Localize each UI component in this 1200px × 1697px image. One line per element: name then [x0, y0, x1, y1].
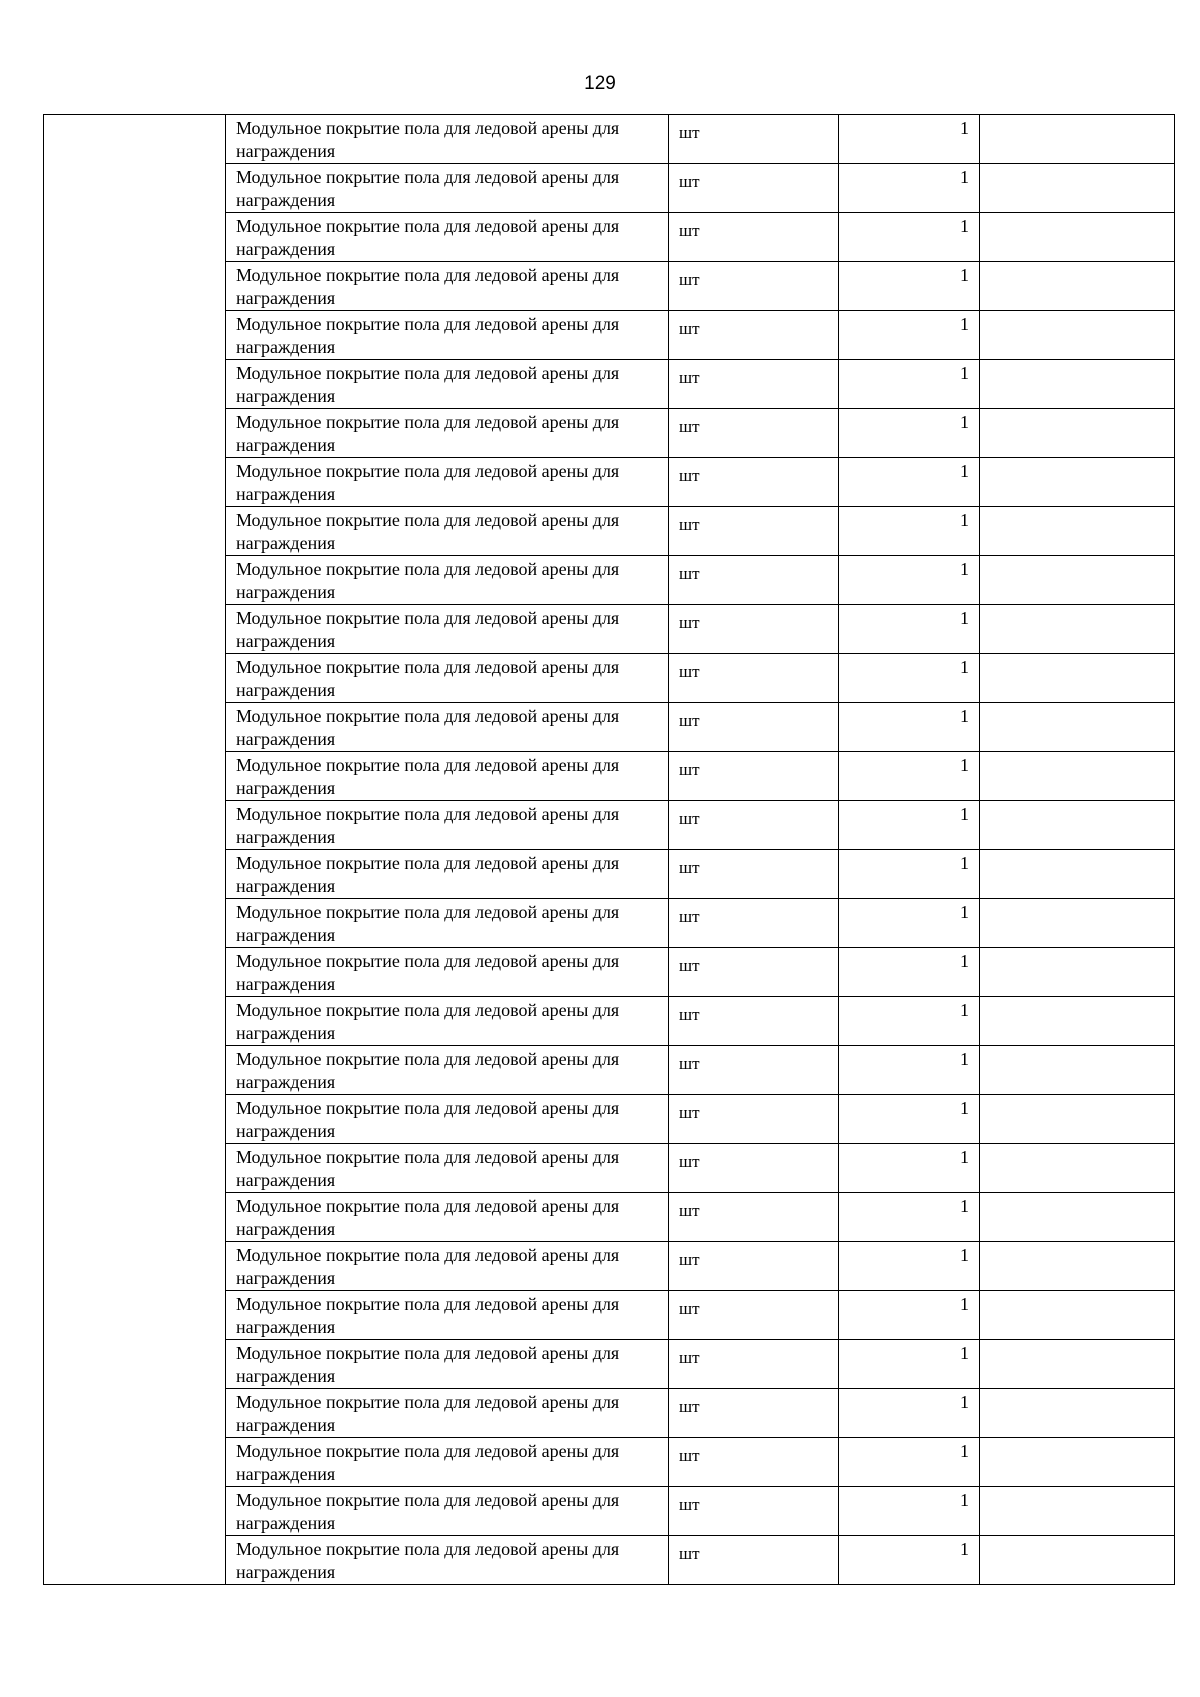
quantity-cell	[839, 801, 980, 850]
unit: шт	[679, 1446, 700, 1465]
quantity-cell	[839, 1193, 980, 1242]
group-cell	[44, 115, 226, 1585]
unit-cell	[669, 1389, 839, 1438]
note-cell	[980, 654, 1175, 703]
quantity: 1	[960, 853, 969, 873]
quantity-cell	[839, 948, 980, 997]
quantity: 1	[960, 412, 969, 432]
note-cell	[980, 1536, 1175, 1585]
unit-cell	[669, 262, 839, 311]
item-name: Модульное покрытие пола для ледовой арены для награждения	[236, 314, 620, 357]
note-cell	[980, 1340, 1175, 1389]
quantity-cell	[839, 850, 980, 899]
quantity-cell	[839, 1242, 980, 1291]
unit: шт	[679, 809, 700, 828]
note-cell	[980, 311, 1175, 360]
unit: шт	[679, 1005, 700, 1024]
item-name-cell	[226, 654, 669, 703]
note-cell	[980, 850, 1175, 899]
note	[980, 1438, 1174, 1440]
note-cell	[980, 1487, 1175, 1536]
quantity-cell	[839, 556, 980, 605]
quantity-cell	[839, 115, 980, 164]
unit-cell	[669, 115, 839, 164]
unit-cell	[669, 360, 839, 409]
unit-cell	[669, 311, 839, 360]
note	[980, 1095, 1174, 1097]
note-cell	[980, 556, 1175, 605]
unit: шт	[679, 172, 700, 191]
note	[980, 115, 1174, 117]
unit: шт	[679, 907, 700, 926]
item-name: Модульное покрытие пола для ледовой арены для награждения	[236, 1147, 620, 1190]
quantity-cell	[839, 1095, 980, 1144]
quantity: 1	[960, 1441, 969, 1461]
note	[980, 801, 1174, 803]
unit: шт	[679, 564, 700, 583]
unit: шт	[679, 466, 700, 485]
item-name-cell	[226, 1095, 669, 1144]
quantity-cell	[839, 1487, 980, 1536]
quantity: 1	[960, 1294, 969, 1314]
unit: шт	[679, 613, 700, 632]
note	[980, 1487, 1174, 1489]
item-name: Модульное покрытие пола для ледовой арены для награждения	[236, 216, 620, 259]
unit: шт	[679, 1054, 700, 1073]
item-name-cell	[226, 458, 669, 507]
note	[980, 1536, 1174, 1538]
unit-cell	[669, 605, 839, 654]
note-cell	[980, 1291, 1175, 1340]
note	[980, 1193, 1174, 1195]
item-name: Модульное покрытие пола для ледовой арены для награждения	[236, 1000, 620, 1043]
quantity: 1	[960, 1245, 969, 1265]
note-cell	[980, 164, 1175, 213]
item-name: Модульное покрытие пола для ледовой арены для награждения	[236, 951, 620, 994]
note-cell	[980, 360, 1175, 409]
item-name: Модульное покрытие пола для ледовой арены для награждения	[236, 167, 620, 210]
item-name: Модульное покрытие пола для ледовой арены для награждения	[236, 1343, 620, 1386]
item-name: Модульное покрытие пола для ледовой арены для награждения	[236, 804, 620, 847]
unit-cell	[669, 752, 839, 801]
unit-cell	[669, 1095, 839, 1144]
item-name-cell	[226, 262, 669, 311]
quantity: 1	[960, 167, 969, 187]
note-cell	[980, 409, 1175, 458]
quantity-cell	[839, 1536, 980, 1585]
unit: шт	[679, 1152, 700, 1171]
note-cell	[980, 997, 1175, 1046]
quantity: 1	[960, 1196, 969, 1216]
item-name: Модульное покрытие пола для ледовой арены для награждения	[236, 265, 620, 308]
note	[980, 703, 1174, 705]
unit-cell	[669, 654, 839, 703]
unit: шт	[679, 1103, 700, 1122]
note-cell	[980, 1389, 1175, 1438]
unit: шт	[679, 319, 700, 338]
unit-cell	[669, 1291, 839, 1340]
unit: шт	[679, 221, 700, 240]
note-cell	[980, 605, 1175, 654]
item-name: Модульное покрытие пола для ледовой арены для награждения	[236, 1098, 620, 1141]
item-name-cell	[226, 1389, 669, 1438]
unit-cell	[669, 556, 839, 605]
note	[980, 1340, 1174, 1342]
quantity-cell	[839, 262, 980, 311]
note	[980, 458, 1174, 460]
note-cell	[980, 752, 1175, 801]
item-name: Модульное покрытие пола для ледовой арены для награждения	[236, 1490, 620, 1533]
quantity-cell	[839, 654, 980, 703]
item-name: Модульное покрытие пола для ледовой арены для награждения	[236, 559, 620, 602]
unit-cell	[669, 703, 839, 752]
quantity-cell	[839, 360, 980, 409]
note	[980, 409, 1174, 411]
item-name-cell	[226, 899, 669, 948]
note-cell	[980, 703, 1175, 752]
page-number: 129	[584, 73, 616, 94]
item-name: Модульное покрытие пола для ледовой арены для награждения	[236, 1539, 620, 1582]
note-cell	[980, 801, 1175, 850]
quantity: 1	[960, 1000, 969, 1020]
quantity-cell	[839, 507, 980, 556]
item-name-cell	[226, 507, 669, 556]
unit: шт	[679, 368, 700, 387]
unit: шт	[679, 662, 700, 681]
quantity: 1	[960, 510, 969, 530]
quantity: 1	[960, 657, 969, 677]
quantity: 1	[960, 1049, 969, 1069]
item-name-cell	[226, 409, 669, 458]
unit-cell	[669, 1438, 839, 1487]
unit: шт	[679, 1397, 700, 1416]
quantity: 1	[960, 559, 969, 579]
unit-cell	[669, 801, 839, 850]
note	[980, 899, 1174, 901]
unit-cell	[669, 948, 839, 997]
note-cell	[980, 1438, 1175, 1487]
quantity: 1	[960, 314, 969, 334]
item-name-cell	[226, 1438, 669, 1487]
item-name-cell	[226, 1536, 669, 1585]
note	[980, 1242, 1174, 1244]
note-cell	[980, 1095, 1175, 1144]
unit: шт	[679, 711, 700, 730]
note-cell	[980, 1193, 1175, 1242]
item-name: Модульное покрытие пола для ледовой арены для награждения	[236, 363, 620, 406]
item-name-cell	[226, 556, 669, 605]
item-name-cell	[226, 752, 669, 801]
unit-cell	[669, 1242, 839, 1291]
unit-cell	[669, 507, 839, 556]
note	[980, 654, 1174, 656]
quantity: 1	[960, 951, 969, 971]
item-name-cell	[226, 1487, 669, 1536]
item-name: Модульное покрытие пола для ледовой арены для награждения	[236, 608, 620, 651]
unit-cell	[669, 1340, 839, 1389]
quantity: 1	[960, 1098, 969, 1118]
note-cell	[980, 899, 1175, 948]
note-cell	[980, 1144, 1175, 1193]
item-name: Модульное покрытие пола для ледовой арены для награждения	[236, 412, 620, 455]
quantity: 1	[960, 755, 969, 775]
item-name: Модульное покрытие пола для ледовой арены для награждения	[236, 510, 620, 553]
note	[980, 1046, 1174, 1048]
note	[980, 1291, 1174, 1293]
note	[980, 213, 1174, 215]
item-name-cell	[226, 801, 669, 850]
unit-cell	[669, 1536, 839, 1585]
quantity-cell	[839, 1438, 980, 1487]
note-cell	[980, 262, 1175, 311]
note-cell	[980, 948, 1175, 997]
item-name-cell	[226, 360, 669, 409]
quantity: 1	[960, 1343, 969, 1363]
unit-cell	[669, 1144, 839, 1193]
item-name-cell	[226, 115, 669, 164]
note-cell	[980, 507, 1175, 556]
note	[980, 311, 1174, 313]
quantity-cell	[839, 1144, 980, 1193]
item-name: Модульное покрытие пола для ледовой арены для награждения	[236, 657, 620, 700]
note-cell	[980, 213, 1175, 262]
item-name: Модульное покрытие пола для ледовой арены для награждения	[236, 461, 620, 504]
item-name-cell	[226, 311, 669, 360]
unit: шт	[679, 123, 700, 142]
item-name: Модульное покрытие пола для ледовой арены для награждения	[236, 1245, 620, 1288]
quantity: 1	[960, 1490, 969, 1510]
unit-cell	[669, 1046, 839, 1095]
item-name: Модульное покрытие пола для ледовой арены для награждения	[236, 1196, 620, 1239]
item-name: Модульное покрытие пола для ледовой арены для награждения	[236, 902, 620, 945]
unit: шт	[679, 956, 700, 975]
quantity-cell	[839, 164, 980, 213]
item-name: Модульное покрытие пола для ледовой арены для награждения	[236, 1441, 620, 1484]
quantity-cell	[839, 311, 980, 360]
unit: шт	[679, 1201, 700, 1220]
quantity: 1	[960, 118, 969, 138]
quantity-cell	[839, 605, 980, 654]
note-cell	[980, 1046, 1175, 1095]
note	[980, 262, 1174, 264]
note	[980, 605, 1174, 607]
quantity: 1	[960, 608, 969, 628]
item-name: Модульное покрытие пола для ледовой арены для награждения	[236, 706, 620, 749]
quantity: 1	[960, 902, 969, 922]
item-name-cell	[226, 1242, 669, 1291]
item-name: Модульное покрытие пола для ледовой арены для награждения	[236, 755, 620, 798]
unit: шт	[679, 1299, 700, 1318]
item-name: Модульное покрытие пола для ледовой арены для награждения	[236, 1049, 620, 1092]
item-name: Модульное покрытие пола для ледовой арены для награждения	[236, 118, 620, 161]
quantity: 1	[960, 1539, 969, 1559]
note	[980, 164, 1174, 166]
note	[980, 997, 1174, 999]
note	[980, 948, 1174, 950]
quantity: 1	[960, 265, 969, 285]
quantity-cell	[839, 1046, 980, 1095]
note	[980, 360, 1174, 362]
item-name-cell	[226, 850, 669, 899]
quantity-cell	[839, 1291, 980, 1340]
unit: шт	[679, 515, 700, 534]
unit: шт	[679, 1250, 700, 1269]
item-name: Модульное покрытие пола для ледовой арены для награждения	[236, 853, 620, 896]
note	[980, 850, 1174, 852]
unit: шт	[679, 760, 700, 779]
item-name-cell	[226, 703, 669, 752]
quantity: 1	[960, 1147, 969, 1167]
item-name-cell	[226, 997, 669, 1046]
note	[980, 507, 1174, 509]
quantity: 1	[960, 706, 969, 726]
quantity-cell	[839, 1340, 980, 1389]
quantity-cell	[839, 458, 980, 507]
item-name-cell	[226, 1291, 669, 1340]
quantity-cell	[839, 997, 980, 1046]
table-row	[44, 115, 1175, 164]
unit-cell	[669, 850, 839, 899]
unit: шт	[679, 1544, 700, 1563]
unit-cell	[669, 213, 839, 262]
item-name-cell	[226, 1193, 669, 1242]
quantity-cell	[839, 752, 980, 801]
items-table-body	[44, 115, 1175, 1585]
unit-cell	[669, 458, 839, 507]
item-name-cell	[226, 1046, 669, 1095]
note-cell	[980, 115, 1175, 164]
unit: шт	[679, 270, 700, 289]
unit: шт	[679, 1495, 700, 1514]
unit-cell	[669, 409, 839, 458]
item-name-cell	[226, 1144, 669, 1193]
note	[980, 752, 1174, 754]
item-name-cell	[226, 1340, 669, 1389]
quantity: 1	[960, 804, 969, 824]
quantity-cell	[839, 899, 980, 948]
unit: шт	[679, 858, 700, 877]
item-name: Модульное покрытие пола для ледовой арены для награждения	[236, 1392, 620, 1435]
item-name-cell	[226, 213, 669, 262]
unit: шт	[679, 417, 700, 436]
item-name: Модульное покрытие пола для ледовой арены для награждения	[236, 1294, 620, 1337]
note-cell	[980, 1242, 1175, 1291]
quantity-cell	[839, 409, 980, 458]
quantity: 1	[960, 216, 969, 236]
item-name-cell	[226, 948, 669, 997]
quantity-cell	[839, 703, 980, 752]
quantity-cell	[839, 1389, 980, 1438]
note	[980, 556, 1174, 558]
item-name-cell	[226, 605, 669, 654]
quantity: 1	[960, 461, 969, 481]
note	[980, 1389, 1174, 1391]
item-name-cell	[226, 164, 669, 213]
items-table	[43, 114, 1175, 1585]
unit-cell	[669, 1487, 839, 1536]
unit: шт	[679, 1348, 700, 1367]
unit-cell	[669, 899, 839, 948]
quantity: 1	[960, 363, 969, 383]
note-cell	[980, 458, 1175, 507]
unit-cell	[669, 164, 839, 213]
quantity-cell	[839, 213, 980, 262]
unit-cell	[669, 997, 839, 1046]
quantity: 1	[960, 1392, 969, 1412]
unit-cell	[669, 1193, 839, 1242]
note	[980, 1144, 1174, 1146]
